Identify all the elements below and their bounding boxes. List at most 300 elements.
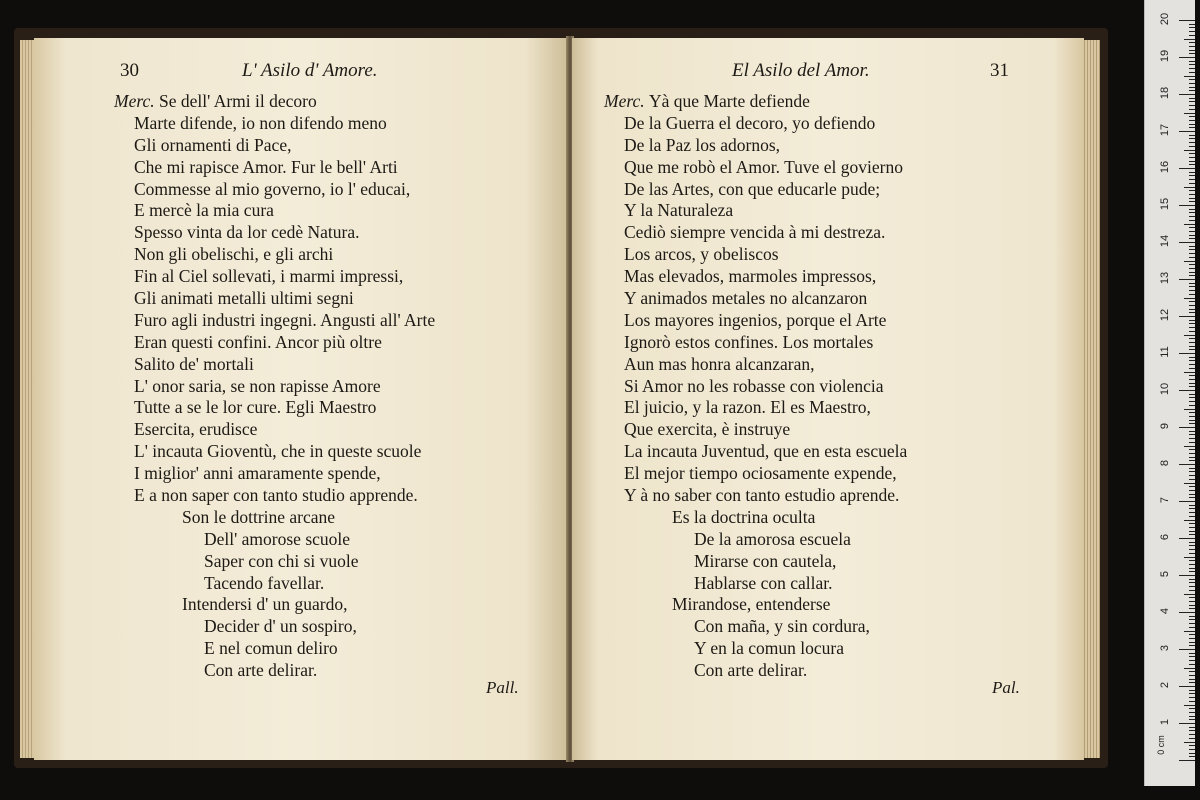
verse-line xyxy=(114,354,435,376)
ruler-tick xyxy=(1184,409,1195,410)
verse-line xyxy=(604,397,907,419)
ruler-tick xyxy=(1189,201,1195,202)
ruler-tick xyxy=(1189,423,1195,424)
ruler-tick xyxy=(1189,290,1195,291)
ruler-tick xyxy=(1189,412,1195,413)
ruler-tick xyxy=(1189,327,1195,328)
ruler-tick xyxy=(1189,79,1195,80)
ruler-tick xyxy=(1189,31,1195,32)
ruler-number: 20 xyxy=(1159,12,1171,26)
verse-text: De la Paz los adornos, xyxy=(624,134,781,155)
verse-line xyxy=(604,310,907,332)
verse-line xyxy=(604,91,907,113)
ruler-tick xyxy=(1189,756,1195,757)
verse-text: Gli animati metalli ultimi segni xyxy=(134,288,354,309)
ruler-tick xyxy=(1189,627,1195,628)
ruler-number: 2 xyxy=(1159,681,1171,689)
ruler-tick xyxy=(1189,153,1195,154)
ruler-tick xyxy=(1189,671,1195,672)
ruler-tick xyxy=(1179,723,1195,724)
verse-text: L' onor saria, se non rapisse Amore xyxy=(134,375,381,396)
ruler-tick xyxy=(1179,464,1195,465)
verse-text: Spesso vinta da lor cedè Natura. xyxy=(134,222,360,243)
verse-line xyxy=(604,507,907,529)
ruler-tick xyxy=(1189,338,1195,339)
verse-text: De la Guerra el decoro, yo defiendo xyxy=(624,112,876,133)
ruler-tick xyxy=(1189,183,1195,184)
verse-line xyxy=(604,354,907,376)
verse-line xyxy=(114,91,435,113)
ruler-tick xyxy=(1189,693,1195,694)
ruler-tick xyxy=(1179,612,1195,613)
ruler-tick xyxy=(1189,83,1195,84)
ruler-tick xyxy=(1189,72,1195,73)
ruler-tick xyxy=(1189,679,1195,680)
ruler-tick xyxy=(1189,438,1195,439)
ruler-tick xyxy=(1189,98,1195,99)
ruler-tick xyxy=(1189,50,1195,51)
ruler-tick xyxy=(1189,386,1195,387)
catchword: Pall. xyxy=(486,678,519,697)
ruler-tick xyxy=(1179,279,1195,280)
verse-line xyxy=(604,529,907,551)
ruler-number: 16 xyxy=(1159,160,1171,174)
ruler-tick xyxy=(1179,390,1195,391)
verse-text: Mas elevados, marmoles impressos, xyxy=(624,266,877,287)
ruler-tick xyxy=(1189,275,1195,276)
ruler-tick xyxy=(1189,175,1195,176)
verse-text: Fin al Ciel sollevati, i marmi impressi, xyxy=(134,266,404,287)
ruler-tick xyxy=(1189,460,1195,461)
verse-text: De la amorosa escuela xyxy=(694,528,851,549)
ruler-tick xyxy=(1189,257,1195,258)
ruler-tick xyxy=(1189,312,1195,313)
ruler-tick xyxy=(1184,224,1195,225)
verse-text: Salito de' mortali xyxy=(134,353,254,374)
verse-line xyxy=(114,113,435,135)
ruler-tick xyxy=(1184,39,1195,40)
verse-text: Saper con chi si vuole xyxy=(204,550,359,571)
verse-text: Che mi rapisce Amor. Fur le bell' Arti xyxy=(134,156,398,177)
ruler-tick xyxy=(1189,227,1195,228)
ruler-tick xyxy=(1189,27,1195,28)
ruler-tick xyxy=(1189,375,1195,376)
ruler-number: 7 xyxy=(1159,496,1171,504)
ruler-tick xyxy=(1189,682,1195,683)
ruler-tick xyxy=(1189,660,1195,661)
ruler-tick xyxy=(1189,220,1195,221)
ruler-tick xyxy=(1189,249,1195,250)
ruler-tick xyxy=(1189,560,1195,561)
ruler-tick xyxy=(1184,668,1195,669)
verse-line xyxy=(604,266,907,288)
ruler-tick xyxy=(1184,631,1195,632)
ruler-tick xyxy=(1179,316,1195,317)
verse-line xyxy=(114,660,435,682)
verse-line xyxy=(114,244,435,266)
ruler-number: 8 xyxy=(1159,459,1171,467)
verse-text: Los arcos, y obeliscos xyxy=(624,244,779,265)
page-number: 30 xyxy=(120,60,139,81)
ruler-tick xyxy=(1189,235,1195,236)
ruler-number: 12 xyxy=(1159,308,1171,322)
verse-line xyxy=(114,529,435,551)
ruler-tick xyxy=(1189,42,1195,43)
verse-lines xyxy=(114,91,435,682)
ruler-tick xyxy=(1189,753,1195,754)
ruler-tick xyxy=(1184,187,1195,188)
ruler-tick xyxy=(1189,146,1195,147)
ruler-number: 18 xyxy=(1159,86,1171,100)
ruler-tick xyxy=(1184,705,1195,706)
ruler-tick xyxy=(1189,516,1195,517)
verse-text: Tutte a se le lor cure. Egli Maestro xyxy=(134,397,377,418)
verse-text: Son le dottrine arcane xyxy=(182,506,336,527)
ruler-number: 19 xyxy=(1159,49,1171,63)
verse-line xyxy=(604,113,907,135)
page-number: 31 xyxy=(990,60,1009,81)
ruler-tick xyxy=(1189,701,1195,702)
ruler-tick xyxy=(1189,309,1195,310)
speaker-label: Merc. xyxy=(604,91,650,111)
verse-line xyxy=(604,200,907,222)
ruler-tick xyxy=(1189,549,1195,550)
verse-text: Que me robò el Amor. Tuve el govierno xyxy=(624,156,904,177)
ruler-tick xyxy=(1189,616,1195,617)
ruler-tick xyxy=(1189,294,1195,295)
ruler-tick xyxy=(1189,194,1195,195)
verse-text: Furo agli industri ingegni. Angusti all' Arte xyxy=(134,309,436,330)
ruler-tick xyxy=(1179,242,1195,243)
ruler-tick xyxy=(1189,164,1195,165)
verse-text: Eran questi confini. Ancor più oltre xyxy=(134,331,382,352)
verse-line xyxy=(114,222,435,244)
ruler-tick xyxy=(1189,638,1195,639)
ruler-tick xyxy=(1179,501,1195,502)
verse-line xyxy=(114,485,435,507)
ruler-tick xyxy=(1179,131,1195,132)
measurement-ruler xyxy=(1144,0,1195,786)
verse-text: Y la Naturaleza xyxy=(624,200,734,221)
verse-line xyxy=(114,157,435,179)
running-head: El Asilo del Amor. xyxy=(732,60,870,81)
verse-text: Los mayores ingenios, porque el Arte xyxy=(624,309,887,330)
ruler-tick xyxy=(1189,712,1195,713)
ruler-tick xyxy=(1189,568,1195,569)
verse-line xyxy=(604,573,907,595)
ruler-tick xyxy=(1189,542,1195,543)
verse-line xyxy=(604,332,907,354)
ruler-tick xyxy=(1189,420,1195,421)
ruler-tick xyxy=(1179,168,1195,169)
verse-text: Intendersi d' un guardo, xyxy=(182,594,348,615)
ruler-tick xyxy=(1189,246,1195,247)
ruler-tick xyxy=(1189,656,1195,657)
ruler-tick xyxy=(1189,727,1195,728)
verse-line xyxy=(114,135,435,157)
verse-line xyxy=(604,463,907,485)
ruler-tick xyxy=(1189,664,1195,665)
ruler-tick xyxy=(1189,105,1195,106)
ruler-tick xyxy=(1189,719,1195,720)
ruler-tick xyxy=(1189,157,1195,158)
right-page-edges xyxy=(1082,40,1100,758)
ruler-tick xyxy=(1189,508,1195,509)
verse-line xyxy=(114,507,435,529)
verse-text: Non gli obelischi, e gli archi xyxy=(134,244,334,265)
ruler-tick xyxy=(1189,401,1195,402)
verse-text: Y en la comun locura xyxy=(694,638,844,659)
ruler-tick xyxy=(1189,734,1195,735)
ruler-tick xyxy=(1189,497,1195,498)
verse-line xyxy=(604,288,907,310)
ruler-tick xyxy=(1189,216,1195,217)
ruler-number: 5 xyxy=(1159,570,1171,578)
verse-text: De las Artes, con que educarle pude; xyxy=(624,178,881,199)
ruler-tick xyxy=(1189,35,1195,36)
verse-text: Que exercita, è instruye xyxy=(624,419,791,440)
verse-text: Esercita, erudisce xyxy=(134,419,258,440)
ruler-tick xyxy=(1189,172,1195,173)
ruler-tick xyxy=(1189,238,1195,239)
ruler-tick xyxy=(1189,397,1195,398)
verse-text: Es la doctrina oculta xyxy=(672,506,816,527)
verse-text: Commesse al mio governo, io l' educai, xyxy=(134,178,411,199)
ruler-tick xyxy=(1189,360,1195,361)
ruler-tick xyxy=(1189,87,1195,88)
ruler-tick xyxy=(1189,357,1195,358)
ruler-tick xyxy=(1189,416,1195,417)
verse-text: Aun mas honra alcanzaran, xyxy=(624,353,815,374)
verse-line xyxy=(114,573,435,595)
verse-text: Hablarse con callar. xyxy=(694,572,833,593)
ruler-tick xyxy=(1189,342,1195,343)
ruler-tick xyxy=(1189,534,1195,535)
verse-text: Mirarse con cautela, xyxy=(694,550,837,571)
ruler-tick xyxy=(1189,198,1195,199)
ruler-tick xyxy=(1189,253,1195,254)
verse-text: Marte difende, io non difendo meno xyxy=(134,112,387,133)
verse-line xyxy=(114,310,435,332)
verse-text: Yà que Marte defiende xyxy=(649,91,810,111)
verse-line xyxy=(604,376,907,398)
ruler-tick xyxy=(1189,190,1195,191)
ruler-tick xyxy=(1179,427,1195,428)
verse-line xyxy=(114,288,435,310)
ruler-tick xyxy=(1189,116,1195,117)
ruler-tick xyxy=(1189,138,1195,139)
ruler-tick xyxy=(1189,68,1195,69)
verse-line xyxy=(114,179,435,201)
ruler-unit-label: 0 cm xyxy=(1156,735,1167,755)
verse-text: I miglior' anni amaramente spende, xyxy=(134,463,381,484)
ruler-tick xyxy=(1189,109,1195,110)
ruler-tick xyxy=(1179,649,1195,650)
ruler-tick xyxy=(1179,20,1195,21)
ruler-tick xyxy=(1189,286,1195,287)
ruler-tick xyxy=(1189,494,1195,495)
verse-lines xyxy=(604,91,907,682)
verse-text: Gli ornamenti di Pace, xyxy=(134,134,292,155)
ruler-tick xyxy=(1189,545,1195,546)
ruler-tick xyxy=(1189,264,1195,265)
ruler-tick xyxy=(1189,383,1195,384)
ruler-tick xyxy=(1189,716,1195,717)
ruler-number: 14 xyxy=(1159,234,1171,248)
ruler-tick xyxy=(1189,745,1195,746)
verse-line xyxy=(604,441,907,463)
ruler-tick xyxy=(1189,283,1195,284)
ruler-tick xyxy=(1189,368,1195,369)
ruler-tick xyxy=(1184,557,1195,558)
verse-text: Ignorò estos confines. Los mortales xyxy=(624,331,874,352)
ruler-tick xyxy=(1184,520,1195,521)
ruler-tick xyxy=(1189,272,1195,273)
ruler-tick xyxy=(1179,575,1195,576)
ruler-tick xyxy=(1189,394,1195,395)
ruler-tick xyxy=(1189,512,1195,513)
ruler-tick xyxy=(1189,53,1195,54)
verse-line xyxy=(114,594,435,616)
ruler-tick xyxy=(1189,653,1195,654)
ruler-tick xyxy=(1189,364,1195,365)
ruler-tick xyxy=(1189,579,1195,580)
verse-text: Mirandose, entenderse xyxy=(672,594,831,615)
verse-text: Tacendo favellar. xyxy=(204,572,325,593)
verse-line xyxy=(114,397,435,419)
ruler-tick xyxy=(1189,553,1195,554)
ruler-tick xyxy=(1189,505,1195,506)
verse-text: L' incauta Gioventù, che in queste scuole xyxy=(134,441,422,462)
verse-line xyxy=(114,376,435,398)
ruler-tick xyxy=(1189,209,1195,210)
ruler-tick xyxy=(1189,564,1195,565)
ruler-tick xyxy=(1189,645,1195,646)
ruler-tick xyxy=(1189,323,1195,324)
ruler-tick xyxy=(1189,434,1195,435)
speaker-label: Merc. xyxy=(114,91,160,111)
ruler-tick xyxy=(1189,449,1195,450)
ruler-tick xyxy=(1189,697,1195,698)
ruler-tick xyxy=(1189,571,1195,572)
verse-text: Y animados metales no alcanzaron xyxy=(624,288,868,309)
ruler-tick xyxy=(1189,405,1195,406)
ruler-tick xyxy=(1189,479,1195,480)
verse-text: Con maña, y sin cordura, xyxy=(694,616,870,637)
verse-line xyxy=(604,616,907,638)
ruler-tick xyxy=(1184,742,1195,743)
verse-line xyxy=(114,616,435,638)
verse-line xyxy=(604,551,907,573)
ruler-tick xyxy=(1189,301,1195,302)
ruler-tick xyxy=(1189,64,1195,65)
ruler-tick xyxy=(1189,179,1195,180)
ruler-tick xyxy=(1189,527,1195,528)
ruler-tick xyxy=(1189,490,1195,491)
ruler-number: 11 xyxy=(1159,346,1171,358)
ruler-tick xyxy=(1189,101,1195,102)
ruler-tick xyxy=(1179,57,1195,58)
verse-line xyxy=(604,179,907,201)
verse-line xyxy=(604,638,907,660)
ruler-tick xyxy=(1189,346,1195,347)
ruler-tick xyxy=(1184,150,1195,151)
verse-text: Dell' amorose scuole xyxy=(204,528,351,549)
ruler-tick xyxy=(1189,212,1195,213)
ruler-tick xyxy=(1189,749,1195,750)
catchword: Pal. xyxy=(992,678,1020,697)
ruler-tick xyxy=(1189,471,1195,472)
verse-text: Si Amor no les robasse con violencia xyxy=(624,375,884,396)
verse-line xyxy=(114,638,435,660)
running-head: L' Asilo d' Amore. xyxy=(242,60,378,81)
ruler-tick xyxy=(1179,686,1195,687)
verse-text: Con arte delirar. xyxy=(694,660,808,681)
left-page xyxy=(34,38,568,760)
ruler-tick xyxy=(1189,379,1195,380)
ruler-tick xyxy=(1184,76,1195,77)
ruler-tick xyxy=(1189,453,1195,454)
ruler-number: 3 xyxy=(1159,644,1171,652)
ruler-tick xyxy=(1189,124,1195,125)
ruler-tick xyxy=(1189,90,1195,91)
verse-text: El juicio, y la razon. El es Maestro, xyxy=(624,397,871,418)
verse-text: Con arte delirar. xyxy=(204,660,318,681)
ruler-tick xyxy=(1189,120,1195,121)
verse-text: Y à no saber con tanto estudio aprende. xyxy=(624,485,900,506)
verse-line xyxy=(114,332,435,354)
verse-line xyxy=(114,419,435,441)
verse-line xyxy=(604,594,907,616)
verse-line xyxy=(114,266,435,288)
ruler-tick xyxy=(1189,268,1195,269)
ruler-tick xyxy=(1189,127,1195,128)
verse-line xyxy=(604,485,907,507)
ruler-number: 9 xyxy=(1159,422,1171,430)
ruler-tick xyxy=(1184,483,1195,484)
ruler-tick xyxy=(1189,608,1195,609)
ruler-tick xyxy=(1189,486,1195,487)
verse-line xyxy=(114,200,435,222)
ruler-tick xyxy=(1184,261,1195,262)
verse-text: La incauta Juventud, que en esta escuela xyxy=(624,441,908,462)
ruler-tick xyxy=(1179,538,1195,539)
ruler-tick xyxy=(1189,142,1195,143)
ruler-tick xyxy=(1184,298,1195,299)
ruler-tick xyxy=(1189,531,1195,532)
ruler-number: 13 xyxy=(1159,271,1171,285)
ruler-tick xyxy=(1189,586,1195,587)
ruler-tick xyxy=(1189,161,1195,162)
ruler-tick xyxy=(1184,446,1195,447)
ruler-tick xyxy=(1184,113,1195,114)
ruler-tick xyxy=(1189,738,1195,739)
ruler-tick xyxy=(1189,597,1195,598)
ruler-tick xyxy=(1189,642,1195,643)
verse-text: Se dell' Armi il decoro xyxy=(159,91,317,111)
ruler-tick xyxy=(1189,24,1195,25)
ruler-number: 10 xyxy=(1159,382,1171,396)
verse-text: El mejor tiempo ociosamente expende, xyxy=(624,463,897,484)
ruler-tick xyxy=(1189,320,1195,321)
verse-text: Decider d' un sospiro, xyxy=(204,616,357,637)
ruler-tick xyxy=(1189,634,1195,635)
verse-line xyxy=(114,441,435,463)
verse-line xyxy=(114,551,435,573)
ruler-tick xyxy=(1189,675,1195,676)
ruler-tick xyxy=(1189,457,1195,458)
ruler-tick xyxy=(1189,135,1195,136)
